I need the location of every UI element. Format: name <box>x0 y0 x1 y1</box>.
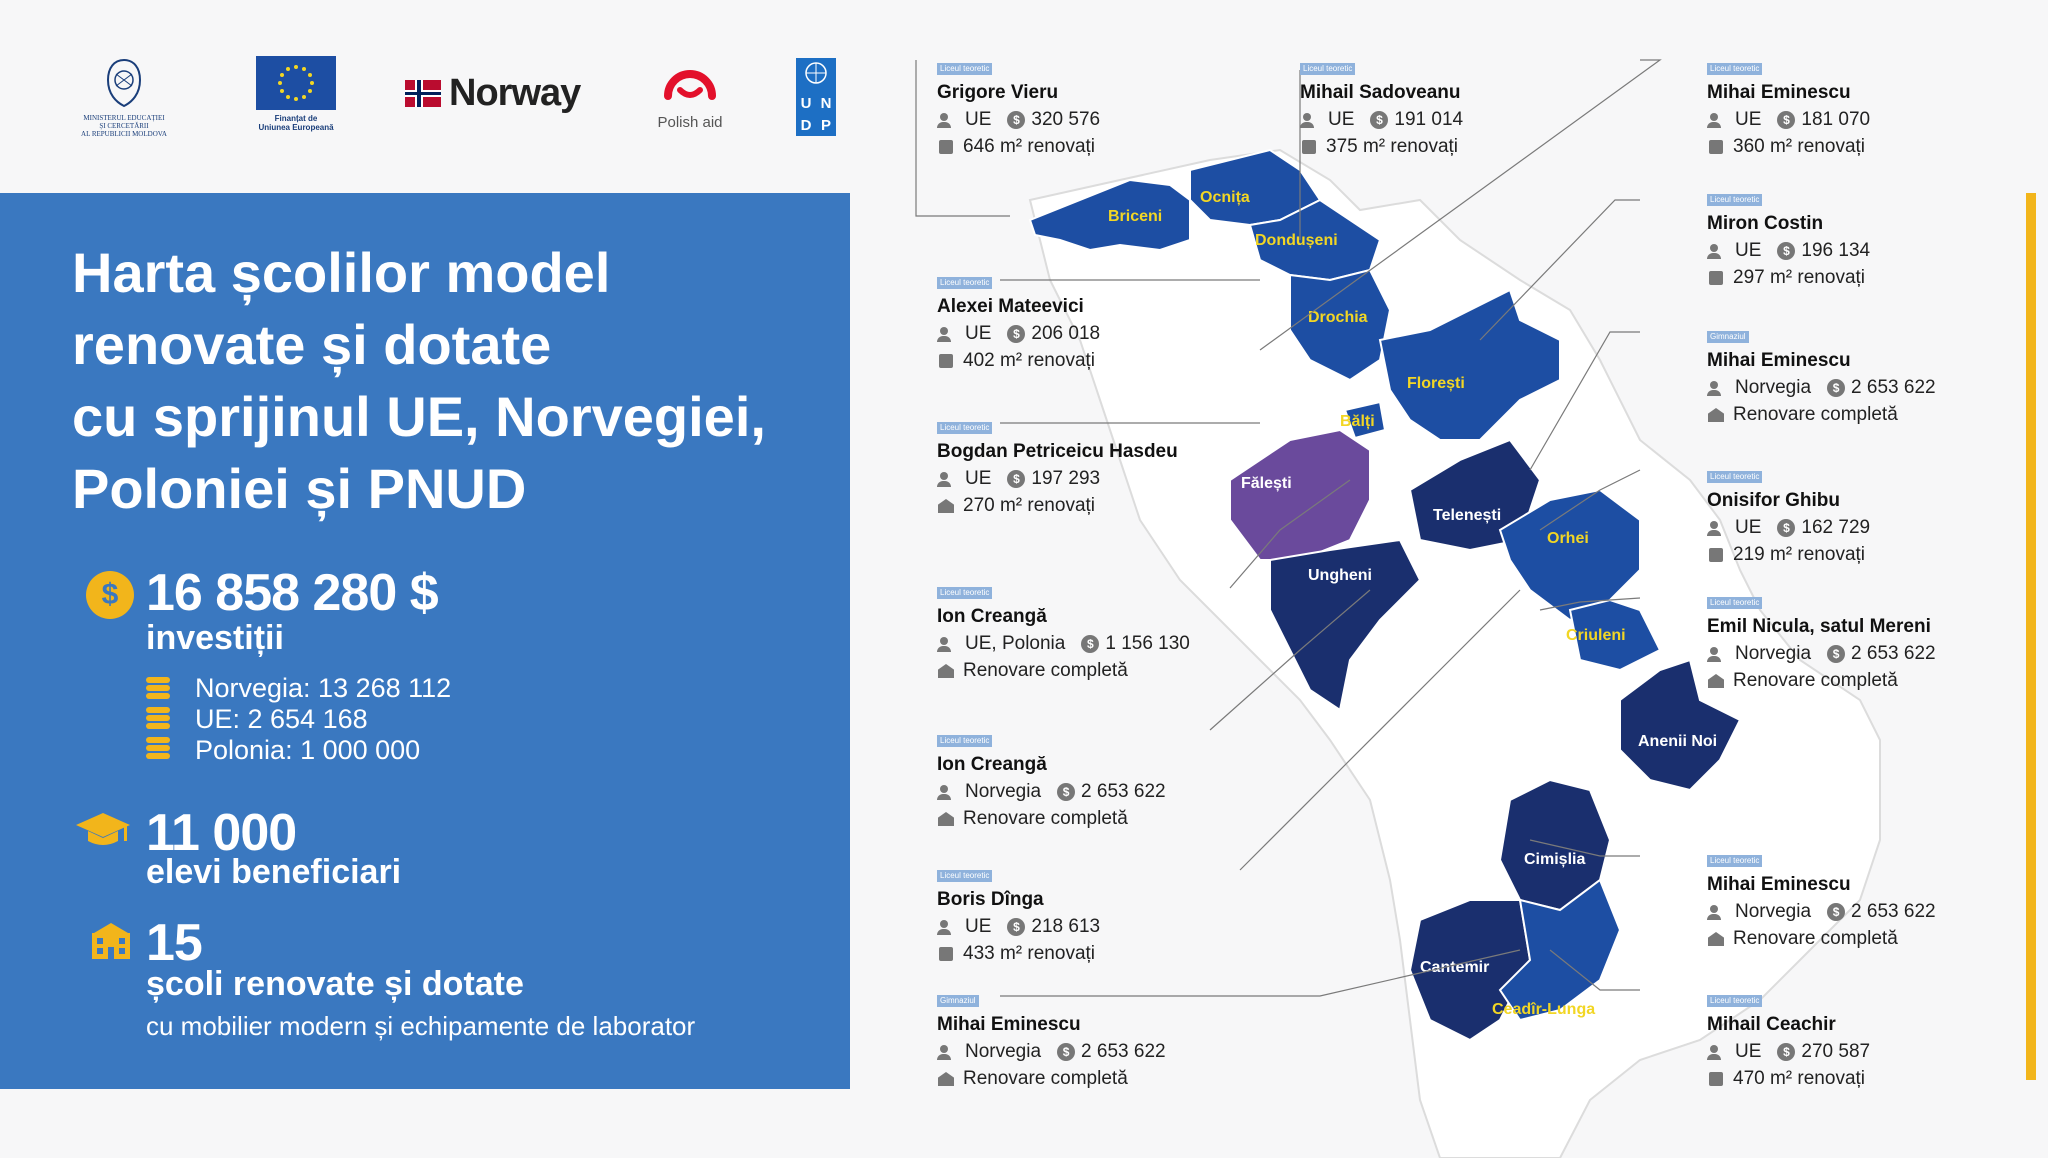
investment-label: investiții <box>146 619 284 657</box>
school-donor: UE <box>965 323 992 344</box>
school-amount: 218 613 <box>1031 916 1101 937</box>
region-label: Cantemir <box>1420 959 1490 976</box>
building-icon <box>938 812 954 826</box>
school-name: Mihai Eminescu <box>937 1014 1081 1035</box>
money-icon: $ <box>1007 470 1025 488</box>
region-label: Dondușeni <box>1255 232 1338 249</box>
school-detail: Renovare completă <box>1733 404 1898 425</box>
region-label: Orhei <box>1547 530 1589 547</box>
school-type-badge: Gimnaziul <box>937 995 979 1007</box>
donor-icon <box>1707 647 1727 662</box>
school-detail: Renovare completă <box>963 808 1128 829</box>
school-donor: UE <box>1735 240 1762 261</box>
donor-icon <box>937 637 957 652</box>
region-label: Telenești <box>1433 507 1502 524</box>
region-label: Bălți <box>1340 413 1375 430</box>
school-donor: UE <box>1735 1041 1762 1062</box>
money-icon: $ <box>1057 1043 1075 1061</box>
school-type-badge: Liceul teoretic <box>1707 471 1762 483</box>
title-line: Poloniei și PNUD <box>72 457 527 520</box>
money-icon: $ <box>1057 783 1075 801</box>
school-amount: 2 653 622 <box>1851 901 1936 922</box>
region-label: Ceadîr-Lunga <box>1492 1001 1596 1018</box>
money-icon: $ <box>1007 918 1025 936</box>
school-detail: 646 m² renovați <box>963 136 1096 157</box>
school-amount: 270 587 <box>1801 1041 1871 1062</box>
area-icon <box>939 354 953 368</box>
school-donor: Norvegia <box>965 781 1042 802</box>
school-amount: 2 653 622 <box>1081 1041 1166 1062</box>
school-type-badge: Liceul teoretic <box>1300 63 1355 75</box>
money-icon: $ <box>1827 645 1845 663</box>
school-detail: Renovare completă <box>1733 928 1898 949</box>
school-detail: 360 m² renovați <box>1733 136 1866 157</box>
page-title <box>72 237 842 525</box>
school-type-badge: Liceul teoretic <box>1707 194 1762 206</box>
school-donor: UE <box>965 468 992 489</box>
school-name: Mihai Eminescu <box>1707 350 1851 371</box>
school-detail: 219 m² renovați <box>1733 544 1866 565</box>
donor-icon <box>937 472 957 487</box>
eu-flag-icon <box>256 56 336 110</box>
school-type-badge: Liceul teoretic <box>937 277 992 289</box>
donor-icon <box>937 920 957 935</box>
school-amount: 320 576 <box>1031 109 1101 130</box>
school-card <box>1707 326 1967 426</box>
school-donor: Norvegia <box>1735 643 1812 664</box>
school-name: Grigore Vieru <box>937 82 1059 103</box>
donor-icon <box>937 113 957 128</box>
school-card <box>1707 990 1967 1090</box>
school-name: Ion Creangă <box>937 754 1047 775</box>
money-icon: $ <box>1777 111 1795 129</box>
investment-breakdown <box>195 673 451 766</box>
school-type-badge: Liceul teoretic <box>937 587 992 599</box>
norway-wordmark: Norway <box>449 72 581 114</box>
school-detail: Renovare completă <box>963 660 1128 681</box>
area-icon <box>1709 1072 1723 1086</box>
undp-letter: U <box>800 95 812 112</box>
money-icon: $ <box>1370 111 1388 129</box>
schools-sublabel: cu mobilier modern și echipamente de laborator <box>146 1011 696 1041</box>
school-card <box>1707 850 1967 950</box>
school-amount: 196 134 <box>1801 240 1871 261</box>
norway-logo <box>405 72 580 115</box>
schools-label: școli renovate și dotate <box>146 965 524 1003</box>
school-amount: 2 653 622 <box>1851 643 1936 664</box>
school-amount: 181 070 <box>1801 109 1871 130</box>
building-icon <box>1708 674 1724 688</box>
school-detail: 270 m² renovați <box>963 495 1096 516</box>
school-amount: 162 729 <box>1801 517 1871 538</box>
school-type-badge: Liceul teoretic <box>937 735 992 747</box>
donor-icon <box>1707 113 1727 128</box>
donor-icon <box>1707 1045 1727 1060</box>
eu-line: Finanțat de <box>274 114 318 123</box>
accent-bar <box>2026 193 2036 1080</box>
school-name: Mihai Eminescu <box>1707 82 1851 103</box>
area-icon <box>1709 140 1723 154</box>
school-type-badge: Liceul teoretic <box>1707 597 1762 609</box>
eu-logo <box>248 56 344 132</box>
school-type-badge: Liceul teoretic <box>937 870 992 882</box>
school-card <box>937 582 1197 682</box>
region-label: Briceni <box>1108 208 1163 225</box>
school-name: Mihail Sadoveanu <box>1300 82 1461 103</box>
region-label: Criuleni <box>1566 627 1626 644</box>
un-emblem-icon <box>796 58 836 88</box>
school-amount: 206 018 <box>1031 323 1101 344</box>
school-building-icon <box>88 921 134 961</box>
building-icon <box>1708 932 1724 946</box>
school-type-badge: Gimnaziul <box>1707 331 1749 343</box>
school-name: Bogdan Petriceicu Hasdeu <box>937 441 1178 462</box>
school-type-badge: Liceul teoretic <box>937 63 992 75</box>
school-type-badge: Liceul teoretic <box>1707 995 1762 1007</box>
school-amount: 191 014 <box>1394 109 1464 130</box>
eu-line: Uniunea Europeană <box>258 123 334 133</box>
summary-panel <box>0 193 850 1089</box>
undp-letter: P <box>820 117 831 134</box>
school-amount: 197 293 <box>1031 468 1101 489</box>
region-label: Drochia <box>1308 309 1368 326</box>
title-line: renovate și dotate <box>72 313 552 376</box>
money-icon: $ <box>1007 111 1025 129</box>
school-detail: 470 m² renovați <box>1733 1068 1866 1089</box>
breakdown-item: UE: 2 654 168 <box>195 704 368 734</box>
students-label: elevi beneficiari <box>146 853 402 891</box>
school-donor: Norvegia <box>1735 377 1812 398</box>
region-label: Anenii Noi <box>1638 733 1718 750</box>
school-detail: 402 m² renovați <box>963 350 1096 371</box>
school-donor: UE, Polonia <box>965 633 1066 654</box>
money-icon: $ <box>1007 325 1025 343</box>
school-name: Mihail Ceachir <box>1707 1014 1836 1035</box>
donor-icon <box>1707 521 1727 536</box>
ministry-line: ȘI CERCETĂRII <box>99 122 149 131</box>
ministry-line: MINISTERUL EDUCAȚIEI <box>83 114 165 122</box>
graduation-cap-icon <box>74 809 132 849</box>
school-detail: 433 m² renovați <box>963 943 1096 964</box>
school-name: Ion Creangă <box>937 606 1047 627</box>
region-label: Ungheni <box>1308 567 1372 584</box>
donor-icon <box>937 1045 957 1060</box>
building-icon <box>1708 408 1724 422</box>
school-donor: UE <box>965 916 992 937</box>
school-card <box>937 58 1197 158</box>
school-type-badge: Liceul teoretic <box>1707 855 1762 867</box>
building-icon <box>938 499 954 513</box>
donor-icon <box>1707 244 1727 259</box>
school-donor: UE <box>965 109 992 130</box>
money-icon: $ <box>1777 519 1795 537</box>
school-detail: Renovare completă <box>963 1068 1128 1089</box>
money-icon: $ <box>1081 635 1099 653</box>
donor-icon <box>1707 381 1727 396</box>
money-icon: $ <box>1777 1043 1795 1061</box>
area-icon <box>939 140 953 154</box>
area-icon <box>939 947 953 961</box>
school-card <box>937 865 1197 965</box>
area-icon <box>1709 548 1723 562</box>
region-label: Fălești <box>1241 475 1292 492</box>
title-line: Harta școlilor model <box>72 241 611 304</box>
school-card <box>1707 592 1967 692</box>
school-card <box>937 990 1197 1090</box>
school-type-badge: Liceul teoretic <box>1707 63 1762 75</box>
coat-of-arms-icon <box>102 58 146 108</box>
ministry-line: AL REPUBLICII MOLDOVA <box>81 130 167 139</box>
breakdown-item: Norvegia: 13 268 112 <box>195 673 452 703</box>
investment-value: 16 858 280 $ <box>146 564 438 622</box>
school-donor: UE <box>1735 109 1762 130</box>
region-label: Ocnița <box>1200 189 1250 206</box>
school-name: Boris Dînga <box>937 889 1044 910</box>
dollar-icon: $ <box>86 571 134 619</box>
school-name: Mihai Eminescu <box>1707 874 1851 895</box>
school-donor: Norvegia <box>965 1041 1042 1062</box>
polish-aid-icon <box>660 62 720 112</box>
school-amount: 2 653 622 <box>1851 377 1936 398</box>
school-amount: 1 156 130 <box>1105 633 1190 654</box>
region-label: Cimișlia <box>1524 851 1586 868</box>
school-card <box>937 417 1197 517</box>
donor-icon <box>1300 113 1320 128</box>
school-detail: 375 m² renovați <box>1326 136 1459 157</box>
region-label: Florești <box>1407 375 1465 392</box>
title-line: cu sprijinul UE, Norvegiei, <box>72 385 766 448</box>
school-card <box>1300 58 1560 158</box>
students-value: 11 000 <box>146 804 297 862</box>
school-card <box>1707 189 1967 289</box>
breakdown-item: Polonia: 1 000 000 <box>195 735 421 765</box>
school-donor: UE <box>1735 517 1762 538</box>
polish-aid-logo <box>650 62 730 131</box>
school-detail: 297 m² renovați <box>1733 267 1866 288</box>
area-icon <box>1709 271 1723 285</box>
school-card <box>937 730 1197 830</box>
undp-letter: D <box>800 117 812 134</box>
school-card <box>1707 466 1967 566</box>
school-donor: UE <box>1328 109 1355 130</box>
polish-aid-text: Polish aid <box>657 114 723 131</box>
building-icon <box>938 664 954 678</box>
norway-flag-icon <box>405 80 441 107</box>
school-type-badge: Liceul teoretic <box>937 422 992 434</box>
donor-icon <box>937 785 957 800</box>
school-name: Miron Costin <box>1707 213 1824 234</box>
school-amount: 2 653 622 <box>1081 781 1166 802</box>
money-icon: $ <box>1827 379 1845 397</box>
money-icon: $ <box>1777 242 1795 260</box>
ministry-logo <box>66 58 182 138</box>
school-card <box>1707 58 1967 158</box>
school-donor: Norvegia <box>1735 901 1812 922</box>
undp-logo <box>796 58 836 136</box>
money-icon: $ <box>1827 903 1845 921</box>
building-icon <box>938 1072 954 1086</box>
school-detail: Renovare completă <box>1733 670 1898 691</box>
school-name: Emil Nicula, satul Mereni <box>1707 616 1931 637</box>
donor-icon <box>937 327 957 342</box>
school-name: Alexei Mateevici <box>937 296 1084 317</box>
donor-icon <box>1707 905 1727 920</box>
school-card <box>937 272 1197 372</box>
area-icon <box>1302 140 1316 154</box>
undp-letter: N <box>820 95 832 112</box>
school-name: Onisifor Ghibu <box>1707 490 1840 511</box>
schools-value: 15 <box>146 914 202 972</box>
